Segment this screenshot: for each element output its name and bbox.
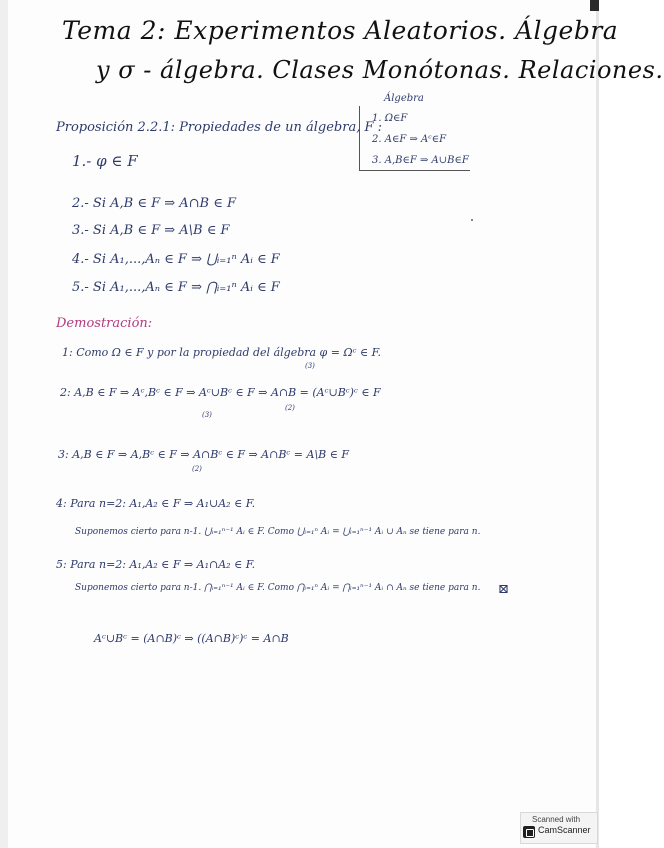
title-line-1: Tema 2: Experimentos Aleatorios. Álgebra (62, 16, 619, 45)
ink-speck (471, 219, 473, 221)
side-note-item-2: 2. A∈F ⇒ Aᶜ∈F (372, 134, 447, 145)
scan-edge-left (0, 0, 8, 848)
scan-edge-right (596, 0, 599, 848)
demo-line-4b: Suponemos cierto para n-1. ⋃ᵢ₌₁ⁿ⁻¹ Aᵢ ∈ F. Como ⋃ᵢ₌₁ⁿ Aᵢ = ⋃ᵢ₌₁ⁿ⁻¹ Aᵢ ∪ Aₙ se tiene para n. (75, 527, 481, 537)
demo-line-5b: Suponemos cierto para n-1. ⋂ᵢ₌₁ⁿ⁻¹ Aᵢ ∈ F. Como ⋂ᵢ₌₁ⁿ Aᵢ = ⋂ᵢ₌₁ⁿ⁻¹ Aᵢ ∩ Aₙ se tiene para n. (75, 583, 481, 593)
side-note-item-3: 3. A,B∈F ⇒ A∪B∈F (372, 155, 469, 166)
demo-heading: Demostración: (56, 316, 153, 331)
demo-line-2: 2: A,B ∈ F ⇒ Aᶜ,Bᶜ ∈ F ⇒ Aᶜ∪Bᶜ ∈ F ⇒ A∩B = (Aᶜ∪Bᶜ)ᶜ ∈ F (60, 386, 381, 399)
demo-line-2-mark-b: (2) (285, 404, 295, 412)
side-note-item-1: 1. Ω∈F (372, 113, 408, 124)
title-line-2: y σ - álgebra. Clases Monótonas. Relaciones. (96, 56, 664, 84)
demo-line-3-mark: (2) (192, 465, 202, 473)
demo-line-5a: 5: Para n=2: A₁,A₂ ∈ F ⇒ A₁∩A₂ ∈ F. (56, 558, 256, 571)
demo-line-1-mark: (3) (305, 362, 315, 370)
side-note-heading: Álgebra (384, 93, 424, 104)
scan-corner (590, 0, 599, 11)
demo-footer-formula: Aᶜ∪Bᶜ = (A∩B)ᶜ ⇒ ((A∩B)ᶜ)ᶜ = A∩B (94, 632, 289, 645)
demo-line-1: 1: Como Ω ∈ F y por la propiedad del álgebra φ = Ωᶜ ∈ F. (62, 346, 382, 359)
qed-mark: ⊠ (498, 582, 509, 597)
demo-line-3: 3: A,B ∈ F ⇒ A,Bᶜ ∈ F ⇒ A∩Bᶜ ∈ F ⇒ A∩Bᶜ = A\B ∈ F (58, 448, 350, 461)
proposition-item-3: 3.- Si A,B ∈ F ⇒ A\B ∈ F (72, 223, 230, 238)
demo-line-2-mark-a: (3) (202, 411, 212, 419)
demo-line-4a: 4: Para n=2: A₁,A₂ ∈ F ⇒ A₁∪A₂ ∈ F. (56, 497, 256, 510)
scanner-name: CamScanner (538, 825, 591, 835)
proposition-item-2: 2.- Si A,B ∈ F ⇒ A∩B ∈ F (72, 196, 237, 211)
proposition-heading: Proposición 2.2.1: Propiedades de un álgebra, F : (56, 120, 383, 135)
proposition-item-4: 4.- Si A₁,...,Aₙ ∈ F ⇒ ⋃ᵢ₌₁ⁿ Aᵢ ∈ F (72, 252, 280, 267)
camscanner-logo-icon (523, 826, 535, 838)
proposition-item-1: 1.- φ ∈ F (72, 152, 138, 170)
proposition-item-5: 5.- Si A₁,...,Aₙ ∈ F ⇒ ⋂ᵢ₌₁ⁿ Aᵢ ∈ F (72, 280, 280, 295)
scanner-top-text: Scanned with (532, 815, 581, 824)
